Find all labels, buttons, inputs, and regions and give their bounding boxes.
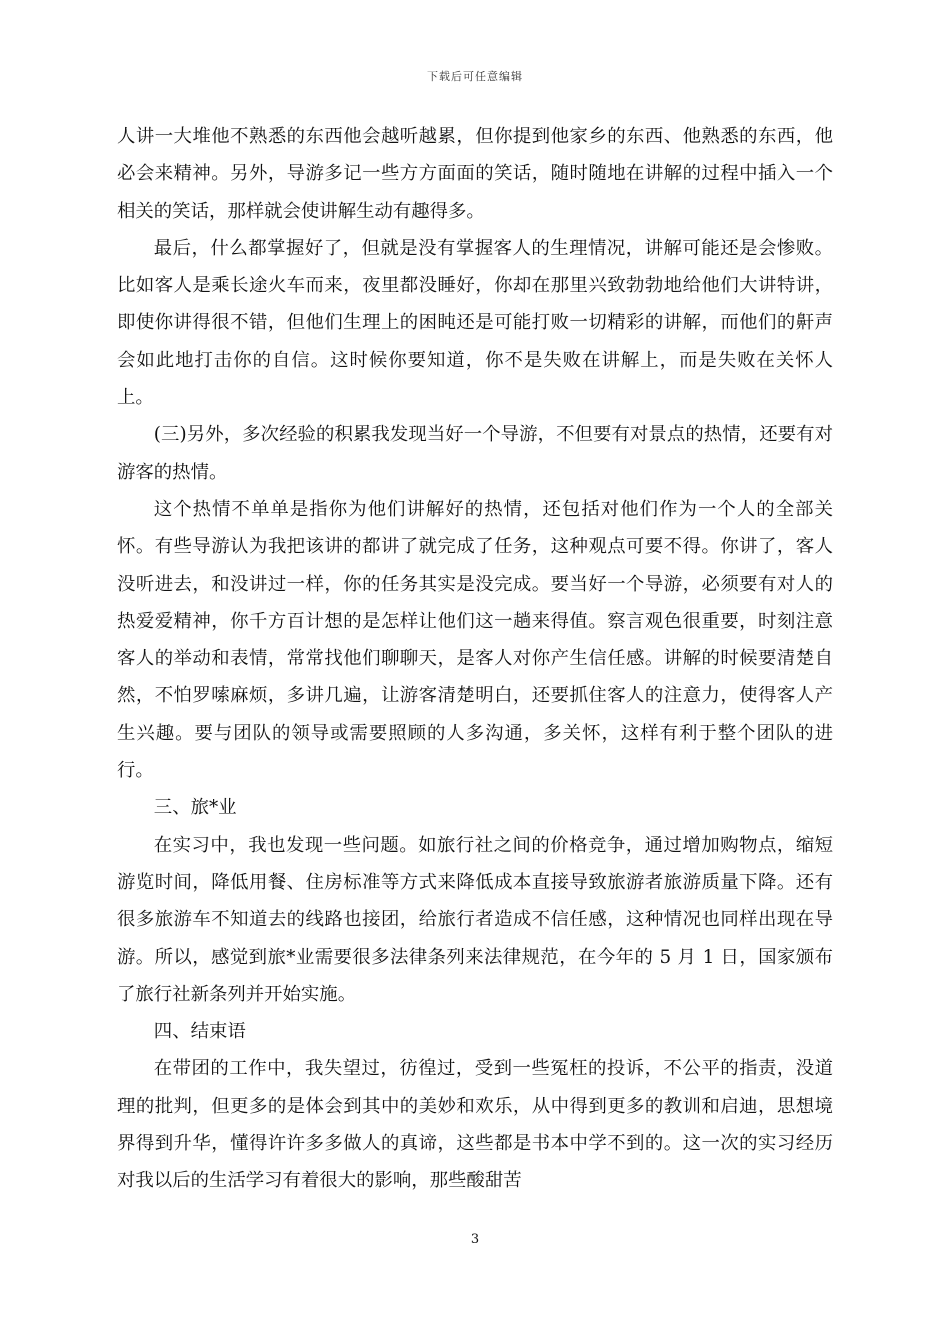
page-header-note: 下载后可任意编辑: [427, 70, 523, 83]
section-heading-conclusion: 四、结束语: [153, 1021, 246, 1043]
paragraph-8: 在带团的工作中，我失望过，彷徨过，受到一些冤枉的投诉，不公平的指责，没道理的批判，但更多的是体会到其中的美妙和欢乐，从中得到更多的教训和启迪，思想境界得到升华，懂得许许多多做人的真谛，这些都是书本中学不到的。这一次的实习经历对我以后的生活学习有着很大的影响，那些酸甜苦: [117, 1058, 833, 1192]
paragraph-4: 这个热情不单单是指你为他们讲解好的热情，还包括对他们作为一个人的全部关怀。有些导游认为我把该讲的都讲了就完成了任务，这种观点可要不得。你讲了，客人没听进去，和没讲过一样，你的任务其实是没完成。要当好一个导游，必须要有对人的热爱爱精神，你千方百计想的是怎样让他们这一趟来得值。察言观色很重要，时刻注意客人的举动和表情，常常找他们聊聊天，是客人对你产生信任感。讲解的时候要清楚自然，不怕罗嗦麻烦，多讲几遍，让游客清楚明白，还要抓住客人的注意力，使得客人产生兴趣。要与团队的领导或需要照顾的人多沟通，多关怀，这样有利于整个团队的进行。: [117, 498, 833, 782]
section-heading-travel-industry: 三、旅*业: [153, 797, 237, 819]
paragraph-1: 人讲一大堆他不熟悉的东西他会越听越累，但你提到他家乡的东西、他熟悉的东西，他必会来精神。另外，导游多记一些方方面面的笑话，随时随地在讲解的过程中插入一个相关的笑话，那样就会使讲解生动有趣得多。: [117, 126, 833, 222]
paragraph-3: (三)另外，多次经验的积累我发现当好一个导游，不但要有对景点的热情，还要有对游客的热情。: [117, 424, 833, 483]
page-number: 3: [470, 1232, 480, 1247]
paragraph-2: 最后，什么都掌握好了，但就是没有掌握客人的生理情况，讲解可能还是会惨败。比如客人是乘长途火车而来，夜里都没睡好，你却在那里兴致勃勃地给他们大讲特讲，即使你讲得很不错，但他们生理上的困盹还是可能打败一切精彩的讲解，而他们的鼾声会如此地打击你的自信。这时候你要知道，你不是失败在讲解上，而是失败在关怀人上。: [117, 237, 833, 409]
document-body: [117, 118, 833, 1200]
paragraph-6: 在实习中，我也发现一些问题。如旅行社之间的价格竞争，通过增加购物点，缩短游览时间，降低用餐、住房标准等方式来降低成本直接导致旅游者旅游质量下降。还有很多旅游车不知道去的线路也接团，给旅行者造成不信任感，这种情况也同样出现在导游。所以，感觉到旅*业需要很多法律条列来法律规范，在今年的 5 月 1 日，国家颁布了旅行社新条列并开始实施。: [117, 834, 833, 1005]
